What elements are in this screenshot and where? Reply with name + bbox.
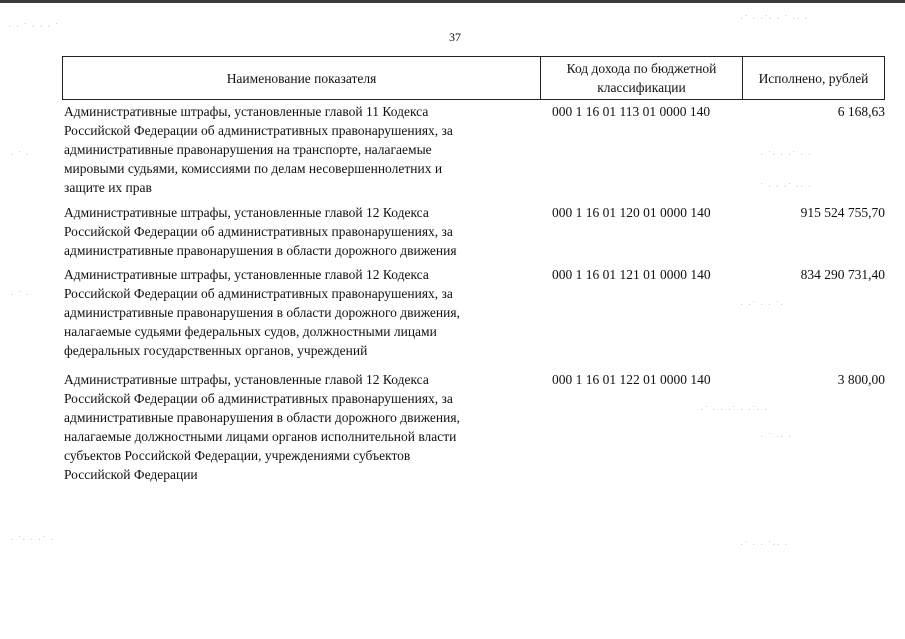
scan-noise: ·˙ · · ·˙ · ·˙· · (700, 405, 769, 416)
row-value: 834 290 731,40 (800, 267, 885, 282)
scan-noise: · ˙· · ·˙ · (10, 535, 55, 546)
row-code: 000 1 16 01 113 01 0000 140 (552, 104, 711, 119)
row-name: Административные штрафы, установленные главой 12 Кодекса Российской Федерации об административных правонарушениях, за административные правонарушения в области дорожного движения, налагаемые судьями федеральных судов, должностными лицами федеральных государственных органов, учреждений (64, 267, 460, 358)
row-name: Административные штрафы, установленные главой 11 Кодекса Российской Федерации об административных правонарушениях, за административные правонарушения на транспорте, налагаемые мировыми судьями, комиссиями по делам несовершеннолетних и защите их прав (64, 104, 453, 195)
scan-noise: ˙ · · ·˙ ·· · (760, 182, 813, 193)
page-top-edge (0, 0, 905, 3)
header-value: Исполнено, рублей (758, 70, 869, 86)
row-value: 6 168,63 (837, 104, 885, 119)
scan-noise: · ·˙ · · ˙· (740, 300, 785, 311)
scan-noise: · · ˙ · · · ˙ (8, 22, 60, 33)
scan-noise: · ˙· · ·˙ · · (760, 150, 813, 161)
scan-noise: · ˙ · (10, 290, 30, 301)
scan-noise: · ˙ · (10, 150, 30, 161)
scan-noise: ·˙ · · ˙·· · (740, 540, 789, 551)
page-number: 37 (449, 30, 461, 44)
row-name: Административные штрафы, установленные главой 12 Кодекса Российской Федерации об административных правонарушениях, за административные правонарушения в области дорожного движения, налагаемые должностными лицами органов исполнительной власти субъектов Российской Федерации, учреждениями субъектов Российской Федерации (64, 372, 460, 482)
scan-noise: ·˙ · ·˙· · ˙ ·· · (740, 14, 809, 25)
row-code: 000 1 16 01 121 01 0000 140 (552, 267, 711, 282)
row-code: 000 1 16 01 120 01 0000 140 (552, 205, 711, 220)
table-header (62, 56, 885, 100)
row-name: Административные штрафы, установленные главой 12 Кодекса Российской Федерации об административных правонарушениях, за административные правонарушения в области дорожного движения (64, 205, 457, 258)
row-code: 000 1 16 01 122 01 0000 140 (552, 372, 711, 387)
header-name: Наименование показателя (63, 57, 541, 99)
row-value: 915 524 755,70 (800, 205, 885, 220)
header-code: Код дохода по бюджетной классификации (541, 57, 743, 99)
scan-noise: · ˙ ·· · (760, 432, 793, 443)
row-value: 3 800,00 (837, 372, 885, 387)
